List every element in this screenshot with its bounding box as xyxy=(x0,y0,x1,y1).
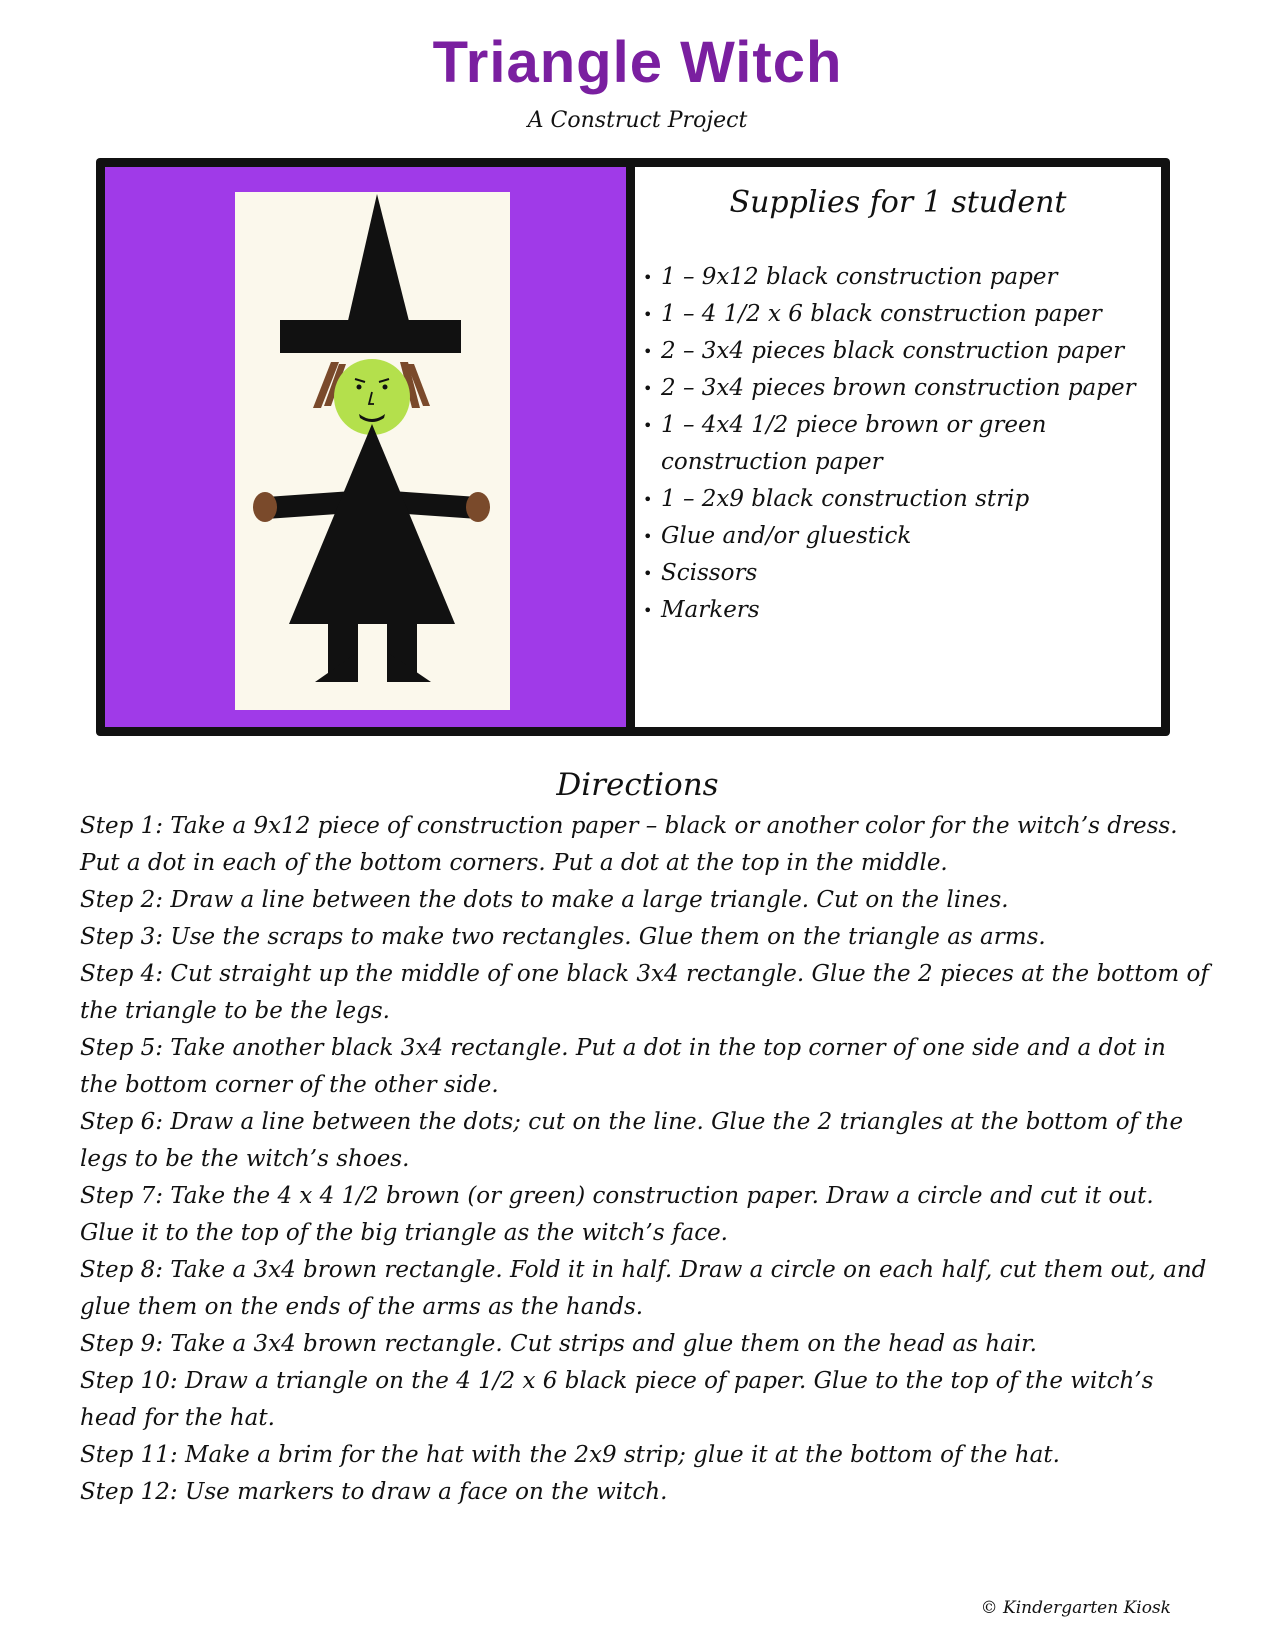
witch-hand-right-icon xyxy=(466,492,490,522)
step-7: Step 7: Take the 4 x 4 1/2 brown (or green) construction paper. Draw a circle and cut it out. Glue it to the top of the big triangle as the witch’s face. xyxy=(80,1183,1154,1246)
photo-panel xyxy=(105,167,626,727)
step-11: Step 11: Make a brim for the hat with the 2x9 strip; glue it at the bottom of the hat. xyxy=(80,1442,1060,1468)
bullet-icon: • xyxy=(643,268,653,287)
bullet-icon: • xyxy=(643,379,653,398)
witch-hat-icon xyxy=(347,194,410,325)
step-12: Step 12: Use markers to draw a face on the witch. xyxy=(80,1479,668,1505)
bullet-icon: • xyxy=(643,305,653,324)
supply-item: • Scissors xyxy=(643,555,1155,592)
supply-item: • 2 – 3x4 pieces brown construction paper xyxy=(643,370,1155,407)
step-2: Step 2: Draw a line between the dots to make a large triangle. Cut on the lines. xyxy=(80,887,1009,913)
project-box xyxy=(96,158,1170,736)
step-5: Step 5: Take another black 3x4 rectangle. Put a dot in the top corner of one side and a dot in the bottom corner of the other side. xyxy=(80,1035,1166,1098)
step-6: Step 6: Draw a line between the dots; cut on the line. Glue the 2 triangles at the bottom of the legs to be the witch’s shoes. xyxy=(80,1109,1184,1172)
witch-dress-icon xyxy=(289,424,455,624)
supply-item: • 1 – 4x4 1/2 piece brown or green construction paper xyxy=(643,407,1155,481)
supply-item: • 1 – 4 1/2 x 6 black construction paper xyxy=(643,296,1155,333)
supply-item: • Markers xyxy=(643,592,1155,629)
step-4: Step 4: Cut straight up the middle of one black 3x4 rectangle. Glue the 2 pieces at the bottom of the triangle to be the legs. xyxy=(80,961,1209,1024)
step-9: Step 9: Take a 3x4 brown rectangle. Cut strips and glue them on the head as hair. xyxy=(80,1331,1037,1357)
supply-item: • 1 – 9x12 black construction paper xyxy=(643,259,1155,296)
witch-craft-illustration xyxy=(235,192,510,710)
page-subtitle: A Construct Project xyxy=(527,108,748,133)
supply-item: • 2 – 3x4 pieces black construction paper xyxy=(643,333,1155,370)
page-title: Triangle Witch xyxy=(432,30,843,95)
witch-face-icon xyxy=(334,359,410,435)
supply-item: • 1 – 2x9 black construction strip xyxy=(643,481,1155,518)
step-3: Step 3: Use the scraps to make two rectangles. Glue them on the triangle as arms. xyxy=(80,924,1046,950)
step-1: Step 1: Take a 9x12 piece of construction paper – black or another color for the witch’s dress. Put a dot in each of the bottom corners. Put a dot at the top in the middle. xyxy=(80,813,1178,876)
supplies-panel xyxy=(635,167,1161,727)
directions-steps xyxy=(80,808,1210,1511)
bullet-icon: • xyxy=(643,490,653,509)
supplies-heading: Supplies for 1 student xyxy=(729,185,1067,220)
bullet-icon: • xyxy=(643,416,653,435)
step-8: Step 8: Take a 3x4 brown rectangle. Fold it in half. Draw a circle on each half, cut them out, and glue them on the ends of the arms as the hands. xyxy=(80,1257,1207,1320)
bullet-icon: • xyxy=(643,601,653,620)
supplies-list xyxy=(643,259,1155,629)
bullet-icon: • xyxy=(643,527,653,546)
directions-heading: Directions xyxy=(556,767,719,803)
copyright: © Kindergarten Kiosk xyxy=(980,1598,1171,1618)
witch-craft-photo xyxy=(235,192,510,710)
bullet-icon: • xyxy=(643,342,653,361)
bullet-icon: • xyxy=(643,564,653,583)
witch-hat-brim-icon xyxy=(280,320,461,353)
witch-hand-left-icon xyxy=(253,492,277,522)
step-10: Step 10: Draw a triangle on the 4 1/2 x 6 black piece of paper. Glue to the top of the witch’s head for the hat. xyxy=(80,1368,1154,1431)
supply-item: • Glue and/or gluestick xyxy=(643,518,1155,555)
